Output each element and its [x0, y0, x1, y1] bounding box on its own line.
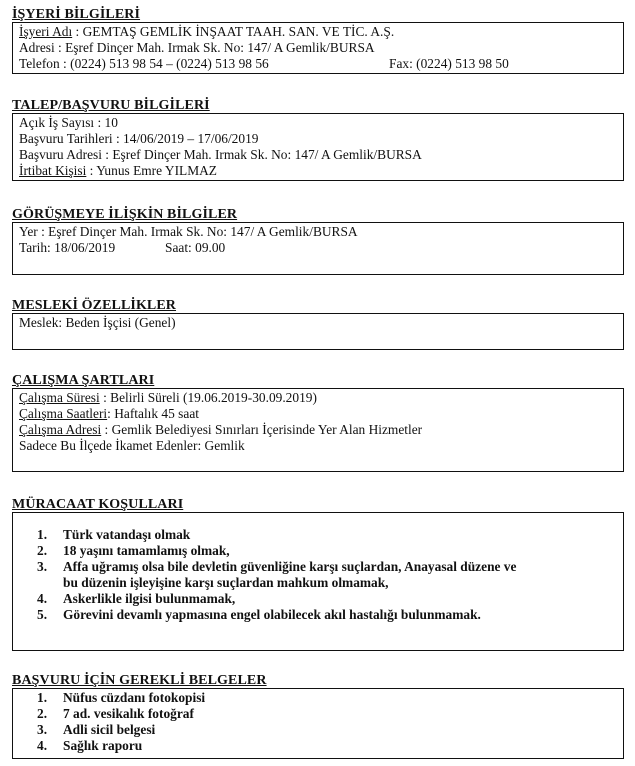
list-number: 1. — [37, 527, 48, 542]
tarihler-line: Başvuru Tarihleri : 14/06/2019 – 17/06/2019 — [19, 131, 259, 146]
calisma-adresi-value: : Gemlik Belediyesi Sınırları İçerisinde Yer Alan Hizmetler — [101, 422, 423, 437]
section-mesleki — [12, 298, 624, 350]
list-text-continued: bu düzenin işleyişine karşı suçlardan mahkum olmamak, — [63, 575, 389, 590]
list-text: 18 yaşını tamamlamış olmak, — [63, 543, 230, 558]
acik-is-line: Açık İş Sayısı : 10 — [19, 115, 118, 130]
irtibat-line — [19, 163, 617, 179]
list-number: 4. — [37, 591, 48, 606]
info-box — [12, 512, 624, 651]
list-item — [37, 543, 617, 559]
info-box — [12, 688, 624, 759]
calisma-saatleri-label: Çalışma Saatleri — [19, 406, 108, 421]
irtibat-value: : Yunus Emre YILMAZ — [86, 163, 217, 178]
belgeler-list — [37, 690, 617, 754]
list-number: 5. — [37, 607, 48, 622]
section-gorusme — [12, 207, 624, 275]
list-number: 4. — [37, 738, 48, 753]
fax-text: Fax: (0224) 513 98 50 — [389, 56, 509, 71]
section-calisma — [12, 373, 624, 472]
info-box — [12, 313, 624, 350]
irtibat-label: İrtibat Kişisi — [19, 163, 87, 178]
section-title: MESLEKİ ÖZELLİKLER — [12, 298, 177, 313]
calisma-adresi-label: Çalışma Adresi — [19, 422, 102, 437]
list-item — [37, 706, 617, 722]
list-text: Askerlikle ilgisi bulunmamak, — [63, 591, 236, 606]
list-item — [37, 527, 617, 543]
list-item — [37, 591, 617, 607]
basvuru-adres-line: Başvuru Adresi : Eşref Dinçer Mah. Irmak Sk. No: 147/ A Gemlik/BURSA — [19, 147, 422, 162]
calisma-saatleri-value: : Haftalık 45 saat — [107, 406, 199, 421]
section-belgeler — [12, 673, 624, 759]
section-title: ÇALIŞMA ŞARTLARI — [12, 373, 155, 388]
yer-line: Yer : Eşref Dinçer Mah. Irmak Sk. No: 147/ A Gemlik/BURSA — [19, 224, 358, 239]
list-item — [37, 607, 617, 623]
list-text: Görevini devamlı yapmasına engel olabilecek akıl hastalığı bulunmamak. — [63, 607, 481, 622]
muracaat-list — [37, 527, 617, 623]
list-item — [37, 722, 617, 738]
list-text: Adli sicil belgesi — [63, 722, 156, 737]
info-box — [12, 222, 624, 275]
telefon-text: Telefon : (0224) 513 98 54 – (0224) 513 98 56 — [19, 56, 269, 71]
isyeri-adi-line — [19, 24, 617, 40]
list-item — [37, 559, 617, 591]
list-text: Sağlık raporu — [63, 738, 143, 753]
list-number: 2. — [37, 543, 48, 558]
list-number: 3. — [37, 559, 48, 574]
section-title: GÖRÜŞMEYE İLİŞKİN BİLGİLER — [12, 207, 238, 222]
ikamet-line: Sadece Bu İlçede İkamet Edenler: Gemlik — [19, 438, 245, 453]
section-muracaat — [12, 497, 624, 651]
list-number: 1. — [37, 690, 48, 705]
section-isyeri — [12, 7, 624, 74]
info-box — [12, 22, 624, 74]
list-text: Nüfus cüzdanı fotokopisi — [63, 690, 206, 705]
list-text-wrap — [63, 559, 516, 591]
list-item — [37, 738, 617, 754]
calisma-suresi-line — [19, 390, 617, 406]
section-title: İŞYERİ BİLGİLERİ — [12, 7, 141, 22]
saat-text: Saat: 09.00 — [165, 240, 226, 255]
list-text: Türk vatandaşı olmak — [63, 527, 191, 542]
calisma-suresi-label: Çalışma Süresi — [19, 390, 100, 405]
list-text: 7 ad. vesikalık fotoğraf — [63, 706, 194, 721]
info-box — [12, 388, 624, 472]
section-title: MÜRACAAT KOŞULLARI — [12, 497, 184, 512]
calisma-suresi-value: : Belirli Süreli (19.06.2019-30.09.2019) — [99, 390, 317, 405]
calisma-adresi-line — [19, 422, 617, 438]
list-item — [37, 690, 617, 706]
telefon-line — [19, 56, 617, 72]
list-number: 3. — [37, 722, 48, 737]
isyeri-adi-value: : GEMTAŞ GEMLİK İNŞAAT TAAH. SAN. VE TİC. A.Ş. — [72, 24, 395, 39]
adres-line: Adresi : Eşref Dinçer Mah. Irmak Sk. No: 147/ A Gemlik/BURSA — [19, 40, 375, 55]
list-text: Affa uğramış olsa bile devletin güvenliğine karşı suçlardan, Anayasal düzene ve — [63, 559, 517, 574]
tarih-text: Tarih: 18/06/2019 — [19, 240, 116, 255]
section-talep — [12, 98, 624, 181]
section-title: BAŞVURU İÇİN GEREKLİ BELGELER — [12, 673, 267, 688]
isyeri-adi-label: İşyeri Adı — [19, 24, 73, 39]
section-title: TALEP/BAŞVURU BİLGİLERİ — [12, 98, 210, 113]
calisma-saatleri-line — [19, 406, 617, 422]
info-box — [12, 113, 624, 181]
tarih-line — [19, 240, 617, 256]
list-number: 2. — [37, 706, 48, 721]
meslek-line: Meslek: Beden İşçisi (Genel) — [19, 315, 176, 330]
